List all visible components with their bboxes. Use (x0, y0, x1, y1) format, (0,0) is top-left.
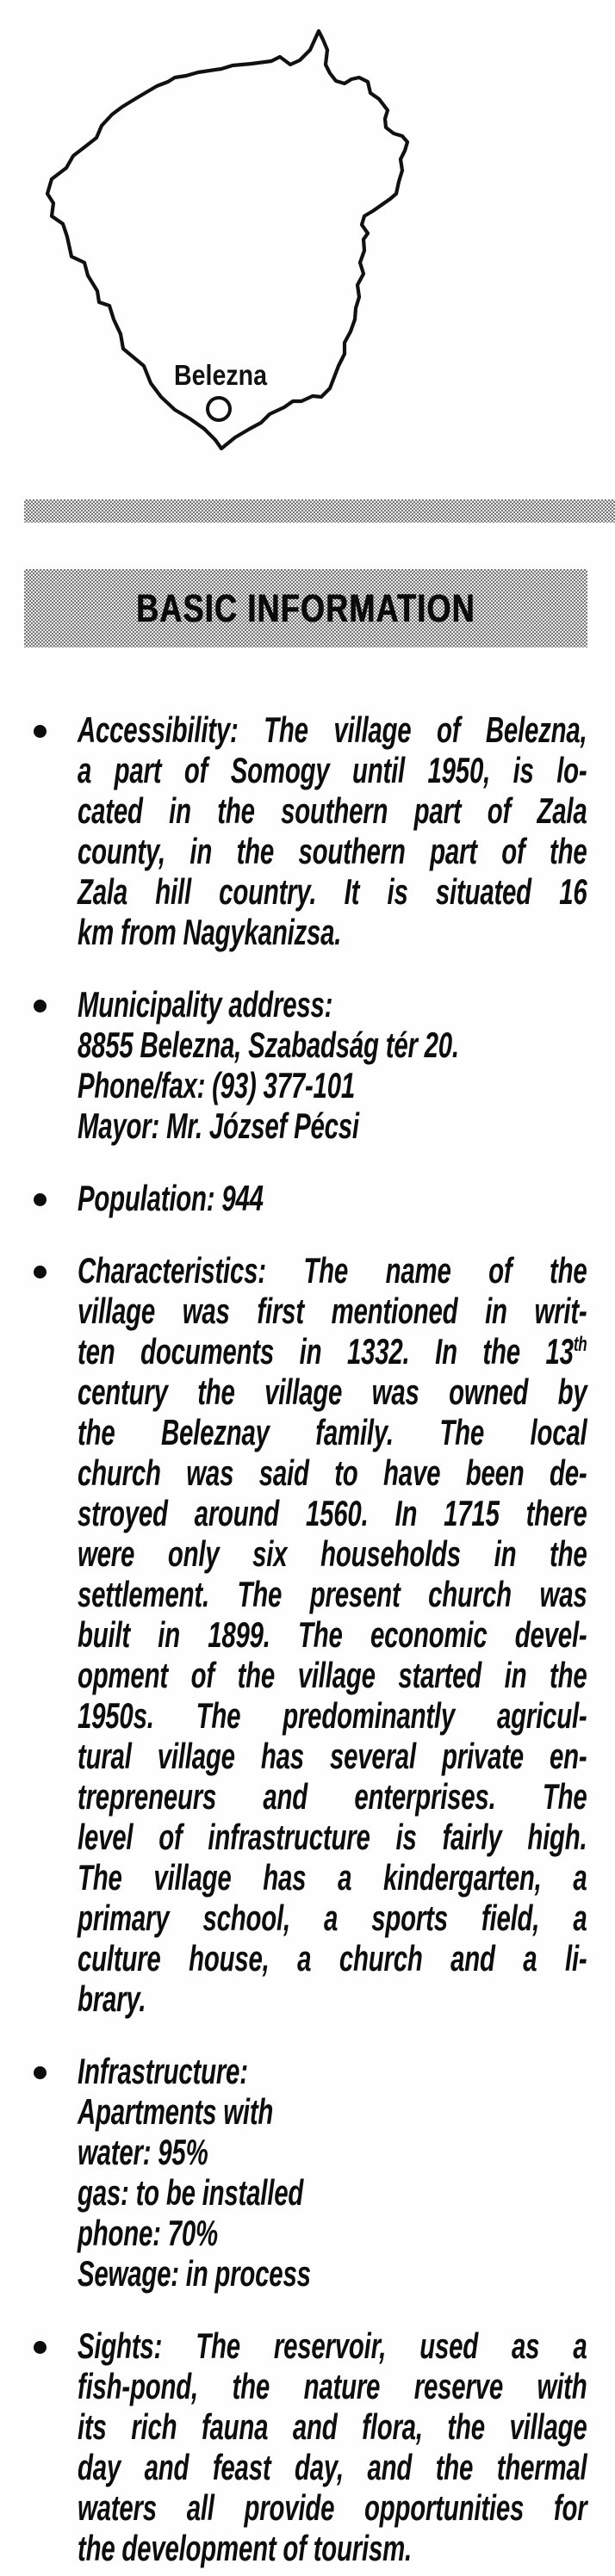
section-characteristics-text (78, 1250, 587, 2019)
text-line: were only six households in the (78, 1533, 587, 1574)
text-line: Population: 944 (78, 1178, 264, 1218)
text-line: trepreneurs and enterprises. The (78, 1776, 587, 1817)
bullet-icon (34, 1193, 47, 1206)
bullet-icon (34, 2341, 47, 2354)
text-line: the Beleznay family. The local (78, 1412, 587, 1452)
text-line: Apartments with (78, 2091, 274, 2132)
text-line: its rich fauna and flora, the village (78, 2406, 587, 2447)
text-line: century the village was owned by (78, 1372, 587, 1412)
text-line: level of infrastructure is fairly high. (78, 1817, 587, 1857)
text-line: county, in the southern part of the (78, 831, 587, 871)
text-line: Zala hill country. It is situated 16 (78, 871, 587, 912)
text-line: Accessibility: The village of Belezna, (78, 709, 587, 750)
text-line: day and feast day, and the thermal (78, 2447, 587, 2487)
text-line: settlement. The present church was (78, 1574, 587, 1614)
text-line: Sights: The reservoir, used as a (78, 2325, 587, 2366)
text-line: built in 1899. The economic devel- (78, 1614, 587, 1655)
text-line: a part of Somogy until 1950, is lo- (78, 750, 587, 790)
text-line: phone: 70% (78, 2213, 218, 2253)
section-accessibility-text (78, 709, 587, 952)
text-line: cated in the southern part of Zala (78, 790, 587, 831)
map-village-label: Belezna (174, 359, 268, 391)
text-line: village was first mentioned in writ- (78, 1291, 587, 1331)
text-line: fish-pond, the nature reserve with (78, 2366, 587, 2406)
text-line: ten documents in 1332. In the 13th (78, 1331, 587, 1372)
section-population-text (78, 1178, 587, 1218)
text-line: Municipality address: (78, 984, 333, 1025)
text-line: 1950s. The predominantly agricul- (78, 1695, 587, 1736)
bullet-icon (34, 1000, 47, 1012)
bullet-icon (34, 2066, 47, 2079)
bullet-icon (34, 1266, 47, 1279)
text-line: Phone/fax: (93) 377-101 (78, 1065, 355, 1105)
text-line: primary school, a sports field, a (78, 1898, 587, 1938)
text-line: Infrastructure: (78, 2051, 248, 2091)
text-line: brary. (78, 1978, 146, 2019)
text-line: Characteristics: The name of the (78, 1250, 587, 1291)
text-line: the development of tourism. (78, 2528, 413, 2568)
text-line: 8855 Belezna, Szabadság tér 20. (78, 1025, 459, 1065)
section-municipality-address-text (78, 984, 587, 1146)
text-line: opment of the village started in the (78, 1655, 587, 1695)
text-line: Mayor: Mr. József Pécsi (78, 1105, 359, 1146)
text-line: stroyed around 1560. In 1715 there (78, 1493, 587, 1533)
section-infrastructure-text (78, 2051, 587, 2294)
text-line: water: 95% (78, 2132, 208, 2172)
text-line: gas: to be installed (78, 2172, 304, 2213)
text-line: km from Nagykanizsa. (78, 912, 342, 952)
text-line: waters all provide opportunities for (78, 2487, 587, 2528)
section-sights-text (78, 2325, 587, 2568)
text-line: tural village has several private en- (78, 1736, 587, 1776)
basic-information-title: BASIC INFORMATION (136, 585, 475, 630)
text-line: The village has a kindergarten, a (78, 1857, 587, 1898)
text-line: culture house, a church and a li- (78, 1938, 587, 1978)
text-line: Sewage: in process (78, 2253, 311, 2294)
bullet-icon (34, 725, 47, 738)
text-line: church was said to have been de- (78, 1452, 587, 1493)
